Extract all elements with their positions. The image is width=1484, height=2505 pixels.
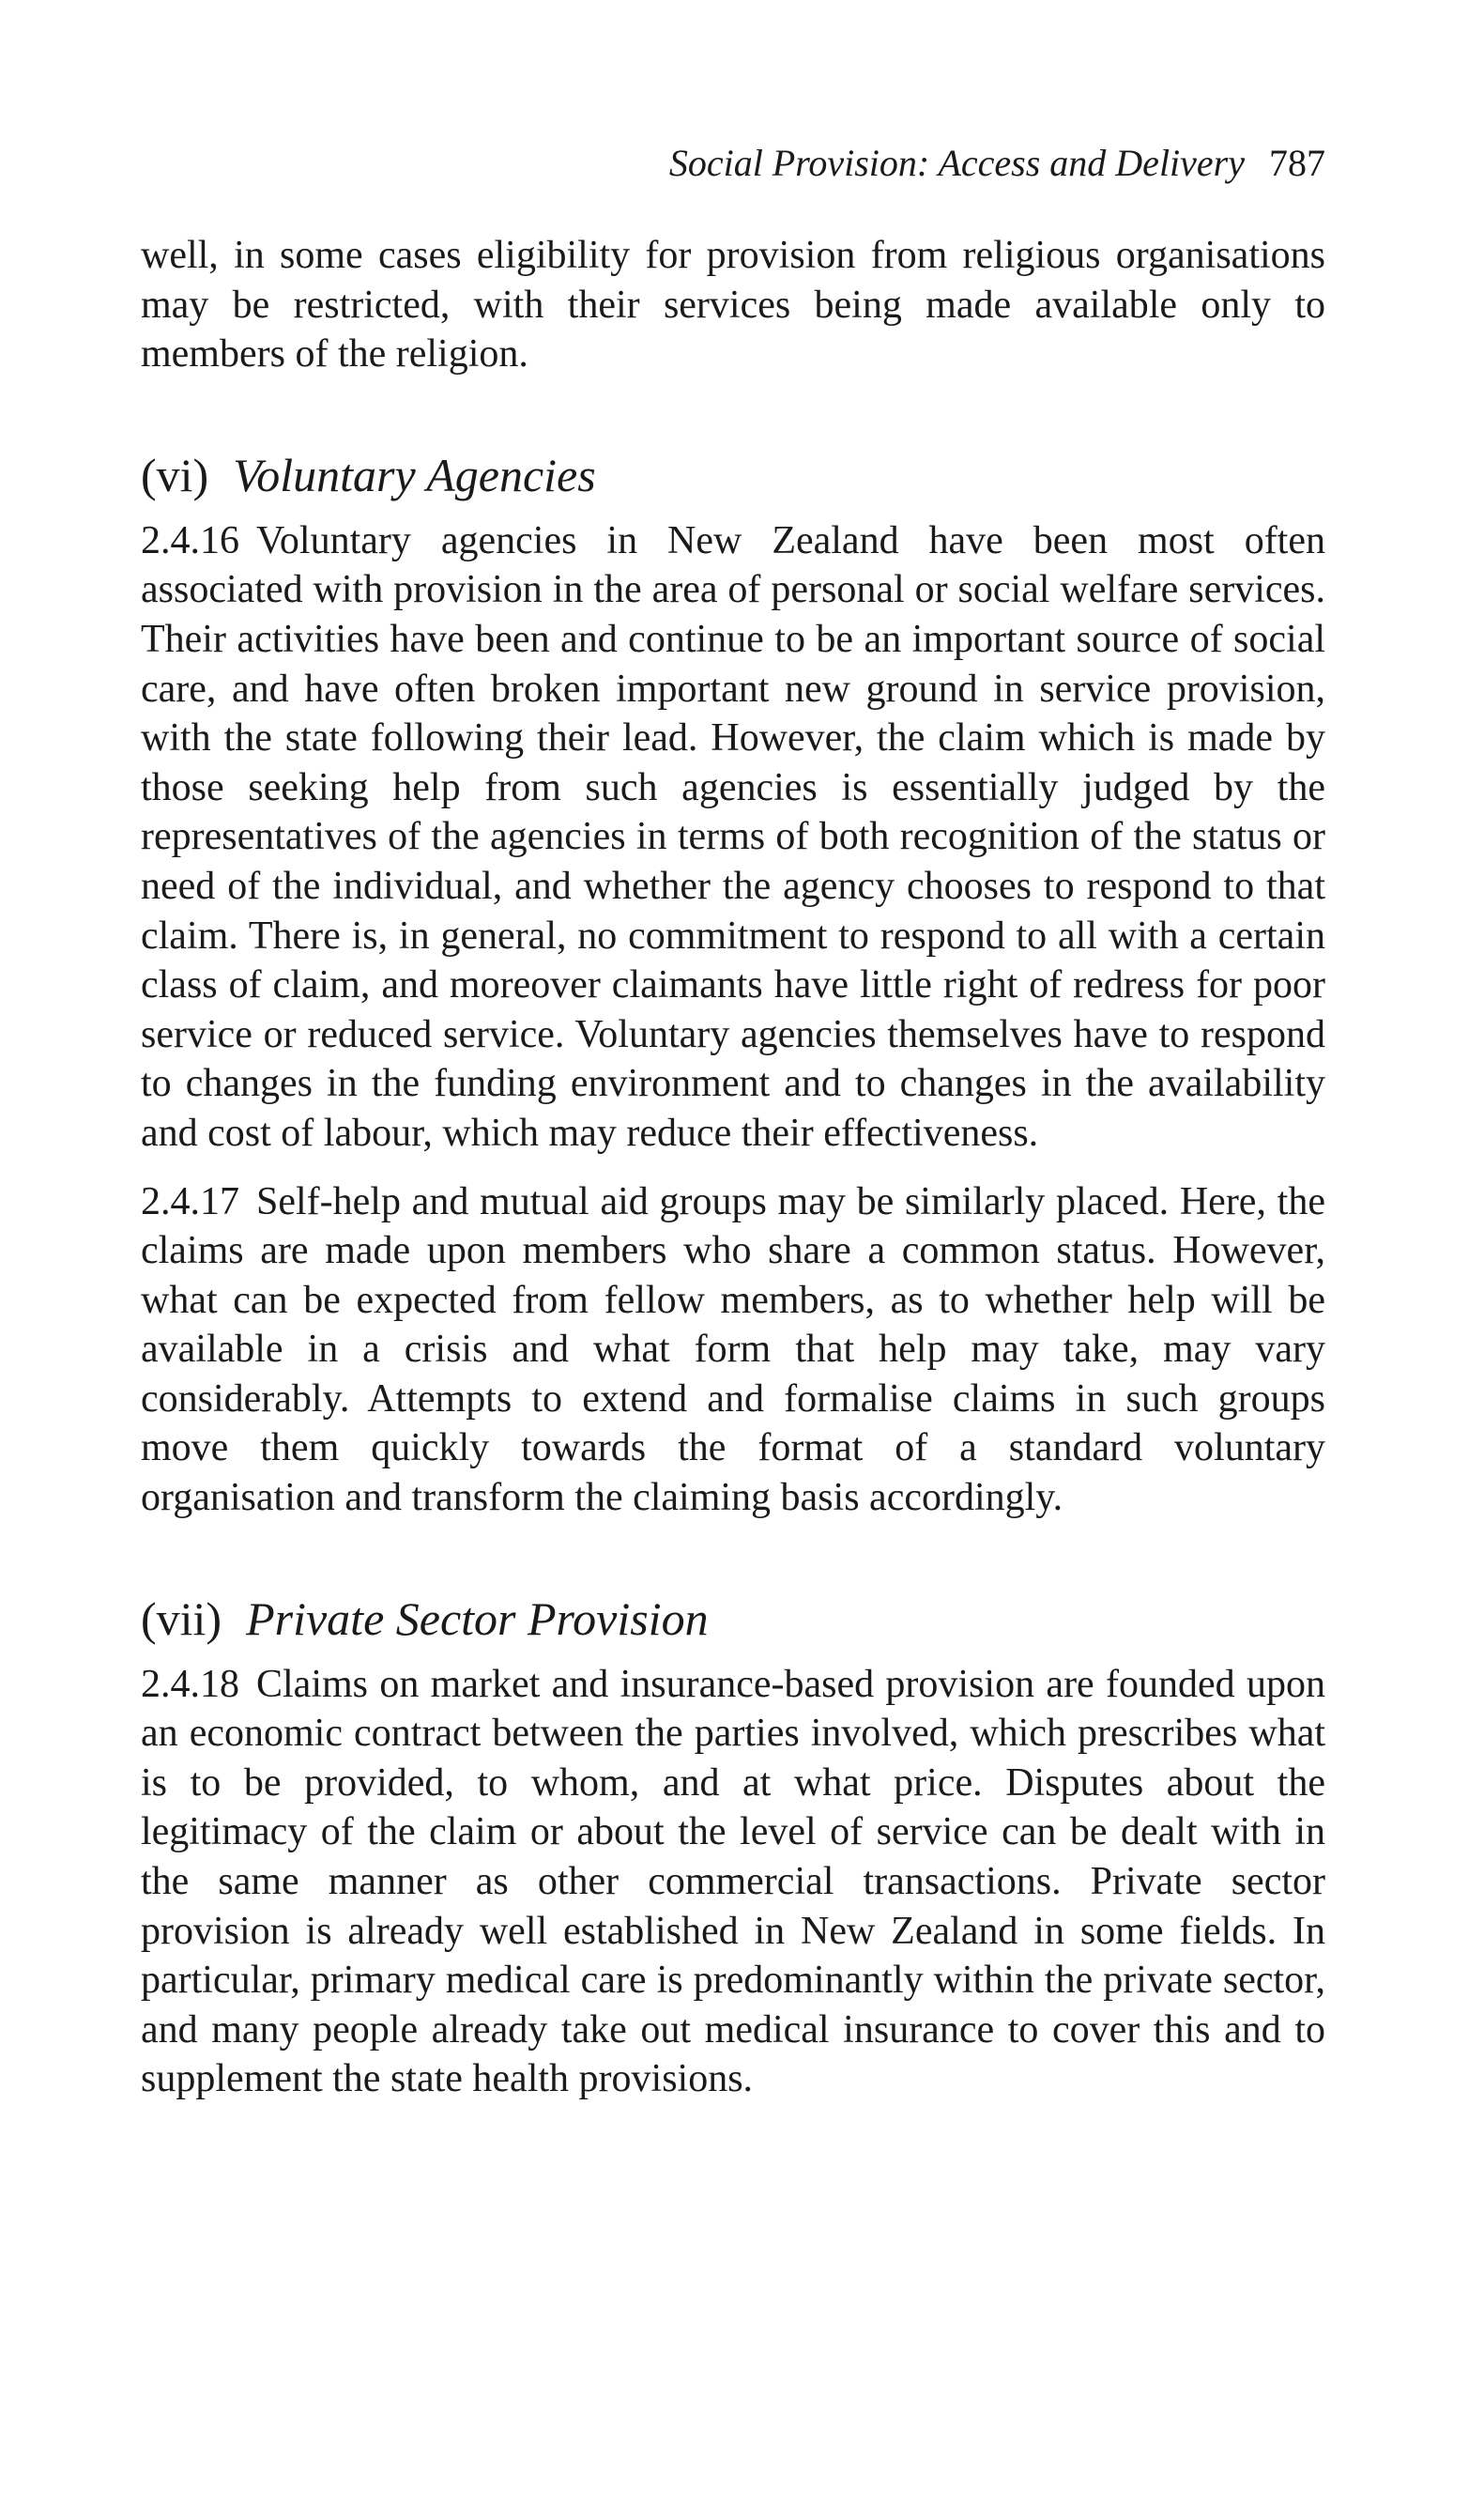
paragraph-number: 2.4.17 (141, 1179, 239, 1223)
document-page (141, 141, 1325, 2104)
running-header (141, 141, 1325, 186)
running-title: Social Provision: Access and Delivery (668, 142, 1245, 184)
section-heading-voluntary-agencies (141, 447, 1325, 503)
section-number: (vii) (141, 1591, 222, 1645)
intro-paragraph: well, in some cases eligibility for provision from religious organisations may be restricted, with their services being made available only to members of the religion. (141, 234, 1325, 377)
paragraph-2-4-18 (141, 1660, 1325, 2104)
paragraph-number: 2.4.16 (141, 518, 239, 562)
section-number: (vi) (141, 448, 209, 501)
section-title: Voluntary Agencies (233, 448, 596, 501)
paragraph-text: Claims on market and insurance-based provision are founded upon an economic contract between the parties involved, which prescribes what is to be provided, to whom, and at what price. Disputes about the legitimacy of the claim or about the level of service can be dealt with in the same manner as other commercial transactions. Private sector provision is already well established in New Zealand in some fields. In particular, primary medical care is predominantly within the private sector, and many people already take out medical insurance to cover this and to supplement the state health provisions. (141, 1662, 1325, 2101)
paragraph-number: 2.4.18 (141, 1662, 239, 1706)
paragraph-text: Self-help and mutual aid groups may be similarly placed. Here, the claims are made upon members who share a common status. However, what can be expected from fellow members, as to whether help will be available in a crisis and what form that help may take, may vary considerably. Attempts to extend and formalise claims in such groups move them quickly towards the format of a standard voluntary organisation and transform the claiming basis accordingly. (141, 1179, 1325, 1520)
paragraph-2-4-16 (141, 516, 1325, 1159)
paragraph-text: Voluntary agencies in New Zealand have been most often associated with provision in the area of personal or social welfare services. Their activities have been and continue to be an important source of social care, and have often broken important new ground in service provision, with the state following their lead. However, the claim which is made by those seeking help from such agencies is essentially judged by the representatives of the agencies in terms of both recognition of the status or need of the individual, and whether the agency chooses to respond to that claim. There is, in general, no commitment to respond to all with a certain class of claim, and moreover claimants have little right of redress for poor service or reduced service. Voluntary agencies themselves have to respond to changes in the funding environment and to changes in the availability and cost of labour, which may reduce their effectiveness. (141, 518, 1325, 1155)
section-title: Private Sector Provision (246, 1591, 709, 1645)
page-number: 787 (1269, 142, 1325, 184)
paragraph-2-4-17 (141, 1177, 1325, 1523)
section-heading-private-sector-provision (141, 1591, 1325, 1647)
